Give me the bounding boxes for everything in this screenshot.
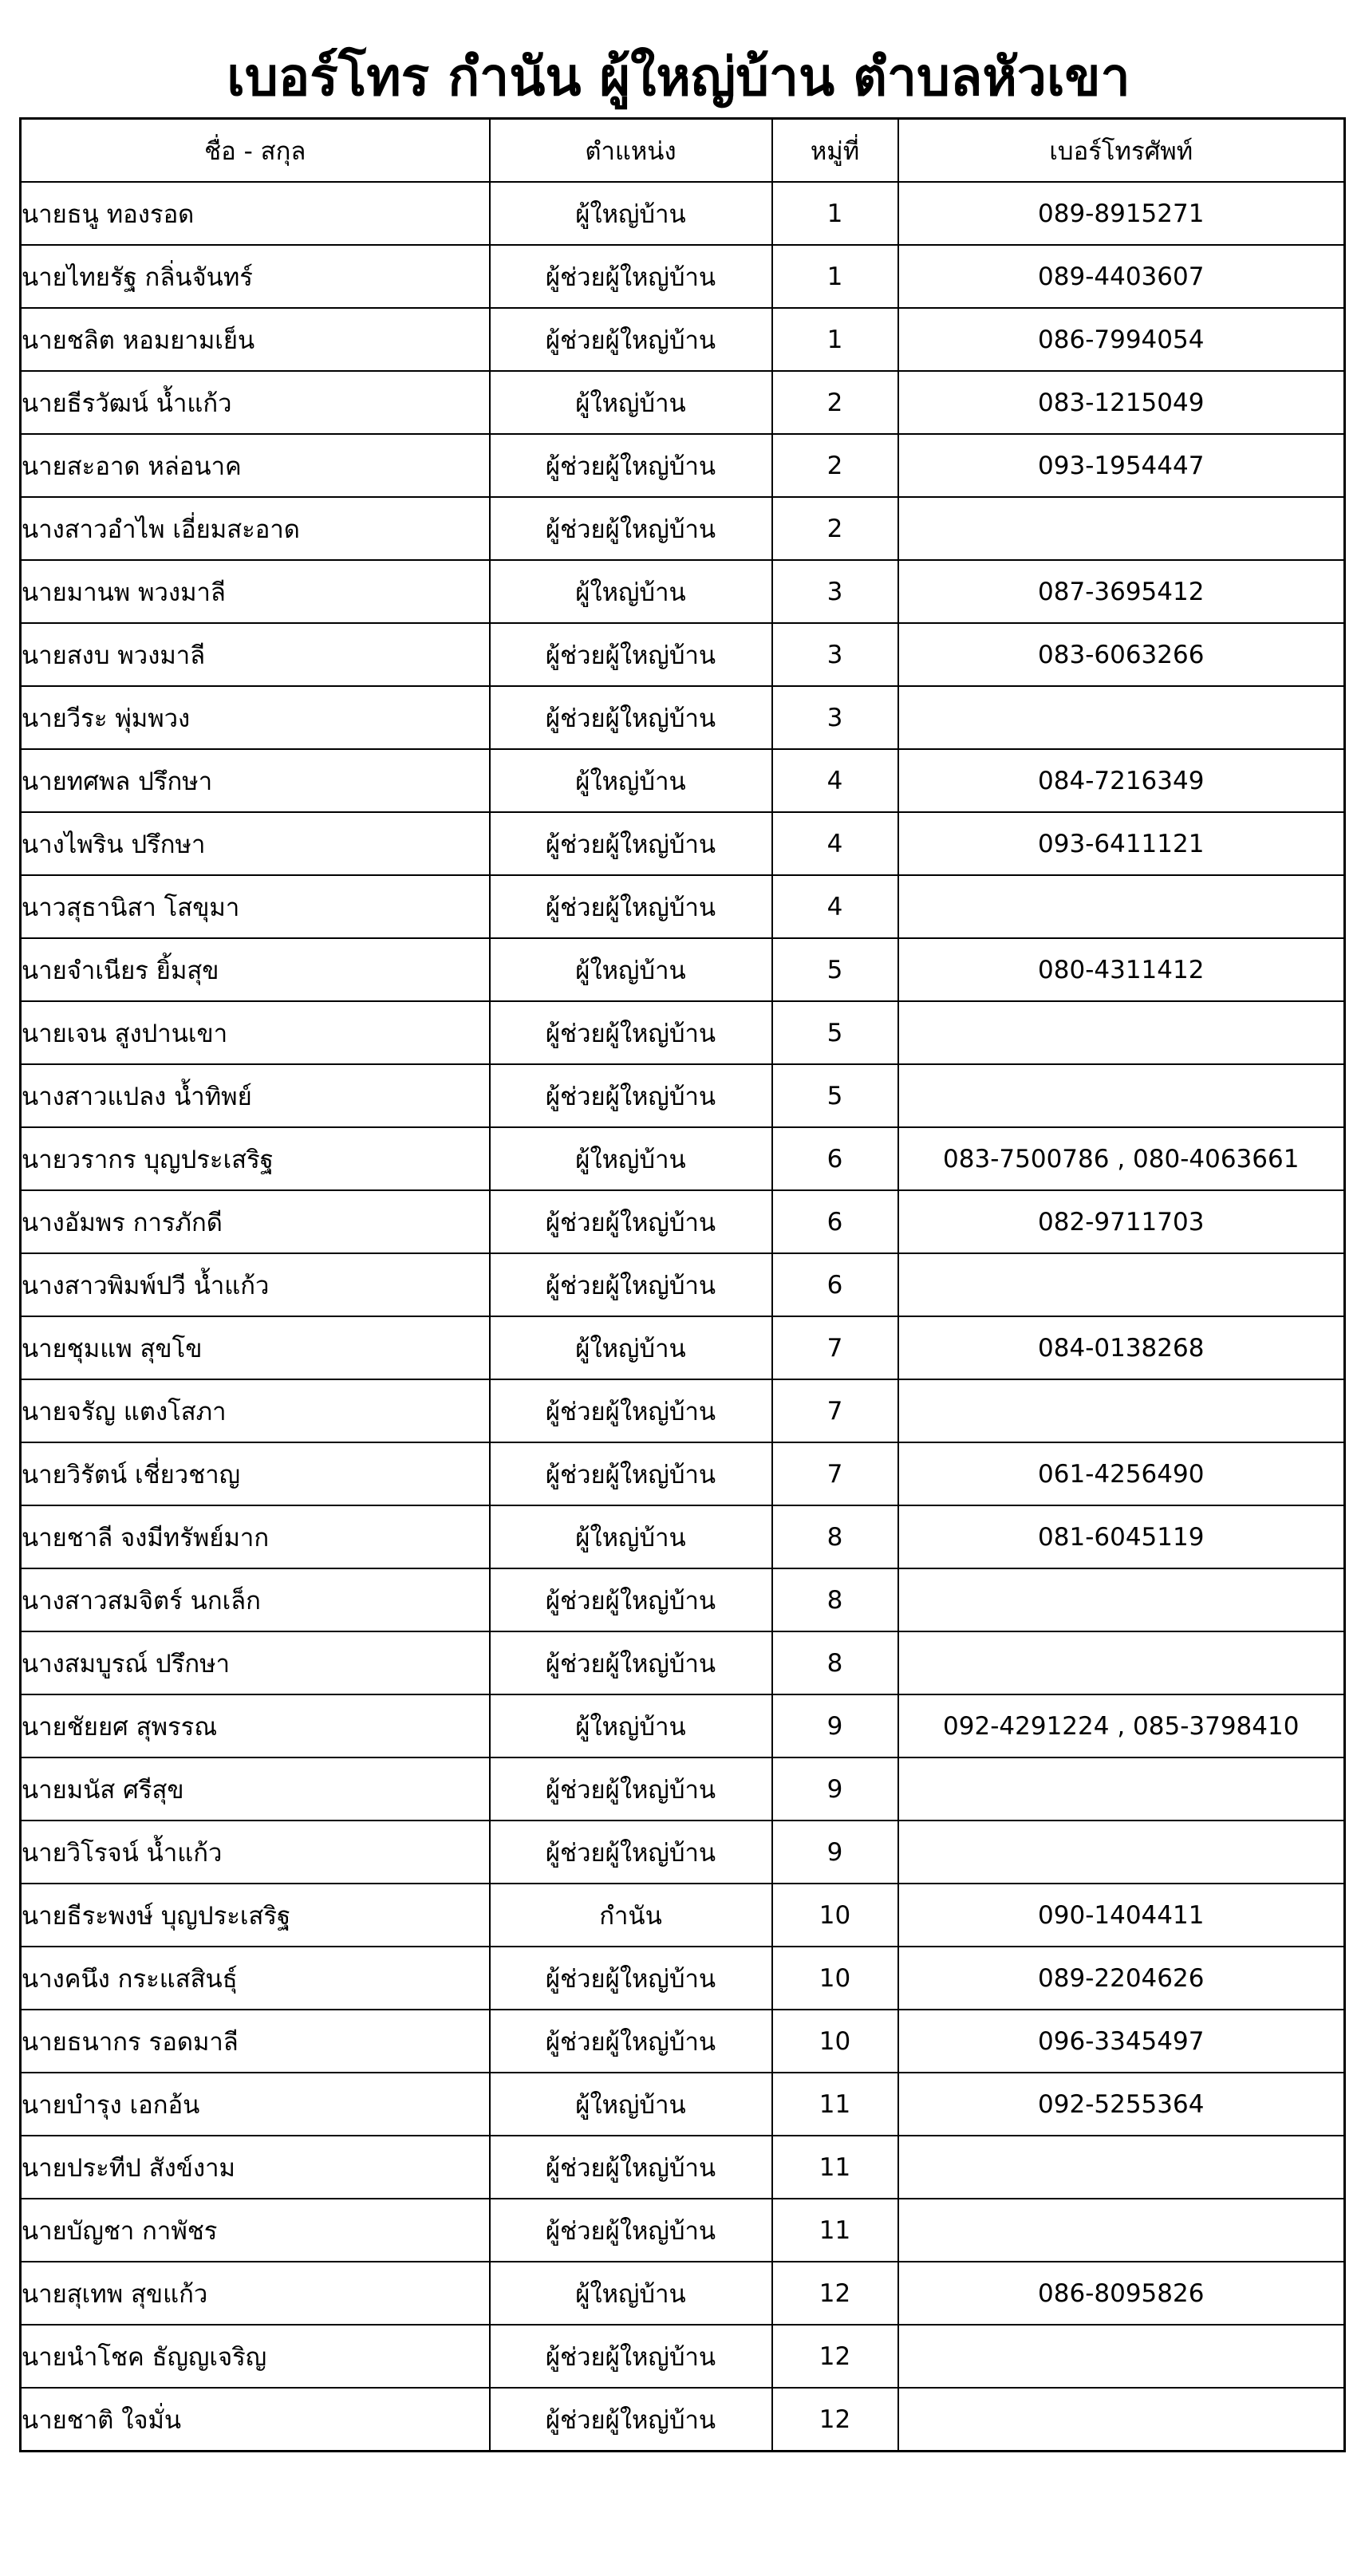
cell-moo: 1 bbox=[772, 182, 898, 245]
cell-phone: 083-7500786 , 080-4063661 bbox=[898, 1127, 1345, 1190]
cell-moo: 3 bbox=[772, 686, 898, 749]
cell-name: นายวรากร บุญประเสริฐ bbox=[21, 1127, 490, 1190]
cell-phone: 080-4311412 bbox=[898, 938, 1345, 1001]
cell-position: ผู้ใหญ่บ้าน bbox=[490, 1694, 772, 1757]
cell-position: ผู้ช่วยผู้ใหญ่บ้าน bbox=[490, 1568, 772, 1631]
cell-position: ผู้ช่วยผู้ใหญ่บ้าน bbox=[490, 812, 772, 875]
cell-moo: 6 bbox=[772, 1253, 898, 1316]
header-name: ชื่อ - สกุล bbox=[21, 119, 490, 183]
cell-phone: 089-4403607 bbox=[898, 245, 1345, 308]
cell-name: นายไทยรัฐ กลิ่นจันทร์ bbox=[21, 245, 490, 308]
cell-position: ผู้ใหญ่บ้าน bbox=[490, 182, 772, 245]
table-row bbox=[21, 2388, 1345, 2452]
cell-name: นายบัญชา กาพัชร bbox=[21, 2199, 490, 2262]
cell-position: ผู้ใหญ่บ้าน bbox=[490, 2262, 772, 2325]
cell-moo: 10 bbox=[772, 1884, 898, 1947]
cell-phone bbox=[898, 2199, 1345, 2262]
cell-position: ผู้ช่วยผู้ใหญ่บ้าน bbox=[490, 2325, 772, 2388]
table-row bbox=[21, 938, 1345, 1001]
cell-phone: 084-7216349 bbox=[898, 749, 1345, 812]
cell-phone: 082-9711703 bbox=[898, 1190, 1345, 1253]
cell-position: ผู้ช่วยผู้ใหญ่บ้าน bbox=[490, 1253, 772, 1316]
cell-moo: 12 bbox=[772, 2325, 898, 2388]
cell-name: นายชาลี จงมีทรัพย์มาก bbox=[21, 1505, 490, 1568]
cell-moo: 12 bbox=[772, 2262, 898, 2325]
table-row bbox=[21, 812, 1345, 875]
cell-name: นายธนากร รอดมาลี bbox=[21, 2010, 490, 2073]
cell-phone bbox=[898, 1568, 1345, 1631]
cell-phone bbox=[898, 1064, 1345, 1127]
table-row bbox=[21, 2010, 1345, 2073]
cell-phone: 084-0138268 bbox=[898, 1316, 1345, 1379]
cell-position: ผู้ช่วยผู้ใหญ่บ้าน bbox=[490, 2388, 772, 2452]
cell-name: นายบำรุง เอกอ้น bbox=[21, 2073, 490, 2136]
cell-position: ผู้ช่วยผู้ใหญ่บ้าน bbox=[490, 1001, 772, 1064]
page-title: เบอร์โทร กำนัน ผู้ใหญ่บ้าน ตำบลหัวเขา bbox=[227, 46, 1130, 108]
cell-position: ผู้ช่วยผู้ใหญ่บ้าน bbox=[490, 308, 772, 371]
cell-moo: 5 bbox=[772, 938, 898, 1001]
cell-name: นายจรัญ แตงโสภา bbox=[21, 1379, 490, 1442]
cell-phone: 086-8095826 bbox=[898, 2262, 1345, 2325]
cell-phone: 093-6411121 bbox=[898, 812, 1345, 875]
header-phone: เบอร์โทรศัพท์ bbox=[898, 119, 1345, 183]
cell-position: ผู้ช่วยผู้ใหญ่บ้าน bbox=[490, 1379, 772, 1442]
cell-moo: 9 bbox=[772, 1757, 898, 1821]
cell-name: นางสมบูรณ์ ปรึกษา bbox=[21, 1631, 490, 1694]
cell-phone bbox=[898, 1757, 1345, 1821]
cell-name: นายธีรวัฒน์ น้ำแก้ว bbox=[21, 371, 490, 434]
cell-name: นายสะอาด หล่อนาค bbox=[21, 434, 490, 497]
cell-name: นายวีระ พุ่มพวง bbox=[21, 686, 490, 749]
table-row bbox=[21, 245, 1345, 308]
cell-phone: 089-2204626 bbox=[898, 1947, 1345, 2010]
table-row bbox=[21, 371, 1345, 434]
cell-position: ผู้ช่วยผู้ใหญ่บ้าน bbox=[490, 245, 772, 308]
cell-phone bbox=[898, 1253, 1345, 1316]
cell-position: ผู้ช่วยผู้ใหญ่บ้าน bbox=[490, 1631, 772, 1694]
cell-phone: 090-1404411 bbox=[898, 1884, 1345, 1947]
cell-moo: 9 bbox=[772, 1821, 898, 1884]
table-row bbox=[21, 182, 1345, 245]
cell-moo: 2 bbox=[772, 371, 898, 434]
cell-moo: 8 bbox=[772, 1631, 898, 1694]
table-row bbox=[21, 560, 1345, 623]
cell-moo: 3 bbox=[772, 623, 898, 686]
cell-moo: 11 bbox=[772, 2199, 898, 2262]
cell-name: นางอัมพร การภักดี bbox=[21, 1190, 490, 1253]
cell-phone: 093-1954447 bbox=[898, 434, 1345, 497]
cell-moo: 2 bbox=[772, 434, 898, 497]
table-row bbox=[21, 1884, 1345, 1947]
cell-moo: 4 bbox=[772, 812, 898, 875]
cell-position: ผู้ใหญ่บ้าน bbox=[490, 2073, 772, 2136]
cell-moo: 8 bbox=[772, 1505, 898, 1568]
cell-moo: 12 bbox=[772, 2388, 898, 2452]
cell-moo: 4 bbox=[772, 875, 898, 938]
cell-phone bbox=[898, 1001, 1345, 1064]
table-row bbox=[21, 2262, 1345, 2325]
contact-table bbox=[19, 117, 1346, 2452]
cell-name: นายมนัส ศรีสุข bbox=[21, 1757, 490, 1821]
cell-phone bbox=[898, 497, 1345, 560]
table-row bbox=[21, 1442, 1345, 1505]
cell-moo: 11 bbox=[772, 2136, 898, 2199]
cell-name: นางคนึง กระแสสินธุ์ bbox=[21, 1947, 490, 2010]
table-row bbox=[21, 1505, 1345, 1568]
table-row bbox=[21, 875, 1345, 938]
cell-moo: 1 bbox=[772, 245, 898, 308]
table-row bbox=[21, 1631, 1345, 1694]
cell-name: นายธนู ทองรอด bbox=[21, 182, 490, 245]
cell-position: ผู้ช่วยผู้ใหญ่บ้าน bbox=[490, 2199, 772, 2262]
cell-moo: 10 bbox=[772, 1947, 898, 2010]
cell-name: นางสาวพิมพ์ปวี น้ำแก้ว bbox=[21, 1253, 490, 1316]
header-moo: หมู่ที่ bbox=[772, 119, 898, 183]
cell-moo: 5 bbox=[772, 1001, 898, 1064]
table-row bbox=[21, 497, 1345, 560]
table-row bbox=[21, 749, 1345, 812]
cell-name: นายนำโชค ธัญญเจริญ bbox=[21, 2325, 490, 2388]
cell-position: ผู้ช่วยผู้ใหญ่บ้าน bbox=[490, 1190, 772, 1253]
cell-position: ผู้ช่วยผู้ใหญ่บ้าน bbox=[490, 875, 772, 938]
table-row bbox=[21, 2073, 1345, 2136]
cell-phone: 092-5255364 bbox=[898, 2073, 1345, 2136]
cell-moo: 6 bbox=[772, 1127, 898, 1190]
table-row bbox=[21, 1694, 1345, 1757]
header-position: ตำแหน่ง bbox=[490, 119, 772, 183]
cell-name: นายวิรัตน์ เชี่ยวชาญ bbox=[21, 1442, 490, 1505]
table-row bbox=[21, 1757, 1345, 1821]
table-row bbox=[21, 1001, 1345, 1064]
cell-position: ผู้ช่วยผู้ใหญ่บ้าน bbox=[490, 623, 772, 686]
cell-position: ผู้ใหญ่บ้าน bbox=[490, 749, 772, 812]
table-row bbox=[21, 1316, 1345, 1379]
cell-phone bbox=[898, 1631, 1345, 1694]
cell-position: ผู้ช่วยผู้ใหญ่บ้าน bbox=[490, 2010, 772, 2073]
table-row bbox=[21, 623, 1345, 686]
cell-position: ผู้ใหญ่บ้าน bbox=[490, 560, 772, 623]
cell-moo: 10 bbox=[772, 2010, 898, 2073]
cell-phone bbox=[898, 875, 1345, 938]
cell-position: ผู้ช่วยผู้ใหญ่บ้าน bbox=[490, 1821, 772, 1884]
cell-position: ผู้ใหญ่บ้าน bbox=[490, 1316, 772, 1379]
cell-phone bbox=[898, 1821, 1345, 1884]
cell-position: ผู้ช่วยผู้ใหญ่บ้าน bbox=[490, 497, 772, 560]
cell-name: นายทศพล ปรึกษา bbox=[21, 749, 490, 812]
cell-moo: 4 bbox=[772, 749, 898, 812]
cell-name: นายชลิต หอมยามเย็น bbox=[21, 308, 490, 371]
cell-moo: 3 bbox=[772, 560, 898, 623]
table-row bbox=[21, 2199, 1345, 2262]
cell-phone bbox=[898, 2388, 1345, 2452]
cell-moo: 8 bbox=[772, 1568, 898, 1631]
table-row bbox=[21, 1379, 1345, 1442]
cell-phone: 081-6045119 bbox=[898, 1505, 1345, 1568]
cell-position: ผู้ใหญ่บ้าน bbox=[490, 1127, 772, 1190]
cell-moo: 6 bbox=[772, 1190, 898, 1253]
table-body bbox=[21, 182, 1345, 2452]
cell-phone: 087-3695412 bbox=[898, 560, 1345, 623]
table-row bbox=[21, 1947, 1345, 2010]
cell-phone: 096-3345497 bbox=[898, 2010, 1345, 2073]
cell-moo: 5 bbox=[772, 1064, 898, 1127]
cell-moo: 7 bbox=[772, 1442, 898, 1505]
cell-name: นาวสุธานิสา โสขุมา bbox=[21, 875, 490, 938]
cell-position: ผู้ช่วยผู้ใหญ่บ้าน bbox=[490, 1947, 772, 2010]
cell-phone: 086-7994054 bbox=[898, 308, 1345, 371]
cell-name: นายสุเทพ สุขแก้ว bbox=[21, 2262, 490, 2325]
table-row bbox=[21, 1064, 1345, 1127]
cell-phone: 083-6063266 bbox=[898, 623, 1345, 686]
cell-position: ผู้ช่วยผู้ใหญ่บ้าน bbox=[490, 434, 772, 497]
cell-name: นายจำเนียร ยิ้มสุข bbox=[21, 938, 490, 1001]
cell-moo: 7 bbox=[772, 1379, 898, 1442]
table-row bbox=[21, 1568, 1345, 1631]
cell-name: นางไพริน ปรึกษา bbox=[21, 812, 490, 875]
cell-name: นายเจน สูงปานเขา bbox=[21, 1001, 490, 1064]
table-row bbox=[21, 434, 1345, 497]
cell-position: ผู้ช่วยผู้ใหญ่บ้าน bbox=[490, 2136, 772, 2199]
cell-phone bbox=[898, 686, 1345, 749]
cell-name: นายชัยยศ สุพรรณ bbox=[21, 1694, 490, 1757]
table-row bbox=[21, 1821, 1345, 1884]
cell-position: ผู้ใหญ่บ้าน bbox=[490, 938, 772, 1001]
cell-name: นายสงบ พวงมาลี bbox=[21, 623, 490, 686]
cell-position: ผู้ใหญ่บ้าน bbox=[490, 1505, 772, 1568]
cell-position: ผู้ช่วยผู้ใหญ่บ้าน bbox=[490, 1757, 772, 1821]
cell-name: นายประทีป สังข์งาม bbox=[21, 2136, 490, 2199]
cell-phone bbox=[898, 1379, 1345, 1442]
cell-name: นายมานพ พวงมาลี bbox=[21, 560, 490, 623]
cell-moo: 2 bbox=[772, 497, 898, 560]
cell-name: นายชุมแพ สุขโข bbox=[21, 1316, 490, 1379]
table-header-row bbox=[21, 119, 1345, 183]
cell-position: ผู้ช่วยผู้ใหญ่บ้าน bbox=[490, 1064, 772, 1127]
cell-name: นายวิโรจน์ น้ำแก้ว bbox=[21, 1821, 490, 1884]
cell-phone: 092-4291224 , 085-3798410 bbox=[898, 1694, 1345, 1757]
cell-position: ผู้ใหญ่บ้าน bbox=[490, 371, 772, 434]
table-row bbox=[21, 2325, 1345, 2388]
cell-name: นางสาวอำไพ เอี่ยมสะอาด bbox=[21, 497, 490, 560]
cell-moo: 7 bbox=[772, 1316, 898, 1379]
cell-name: นางสาวสมจิตร์ นกเล็ก bbox=[21, 1568, 490, 1631]
cell-phone: 083-1215049 bbox=[898, 371, 1345, 434]
table-row bbox=[21, 686, 1345, 749]
cell-moo: 9 bbox=[772, 1694, 898, 1757]
cell-moo: 11 bbox=[772, 2073, 898, 2136]
table-row bbox=[21, 308, 1345, 371]
cell-name: นายธีระพงษ์ บุญประเสริฐ bbox=[21, 1884, 490, 1947]
table-row bbox=[21, 1127, 1345, 1190]
cell-phone bbox=[898, 2136, 1345, 2199]
cell-phone bbox=[898, 2325, 1345, 2388]
cell-position: ผู้ช่วยผู้ใหญ่บ้าน bbox=[490, 1442, 772, 1505]
cell-phone: 061-4256490 bbox=[898, 1442, 1345, 1505]
table-row bbox=[21, 1253, 1345, 1316]
cell-moo: 1 bbox=[772, 308, 898, 371]
cell-name: นางสาวแปลง น้ำทิพย์ bbox=[21, 1064, 490, 1127]
cell-name: นายชาติ ใจมั่น bbox=[21, 2388, 490, 2452]
table-row bbox=[21, 1190, 1345, 1253]
cell-position: ผู้ช่วยผู้ใหญ่บ้าน bbox=[490, 686, 772, 749]
table-row bbox=[21, 2136, 1345, 2199]
cell-phone: 089-8915271 bbox=[898, 182, 1345, 245]
cell-position: กำนัน bbox=[490, 1884, 772, 1947]
